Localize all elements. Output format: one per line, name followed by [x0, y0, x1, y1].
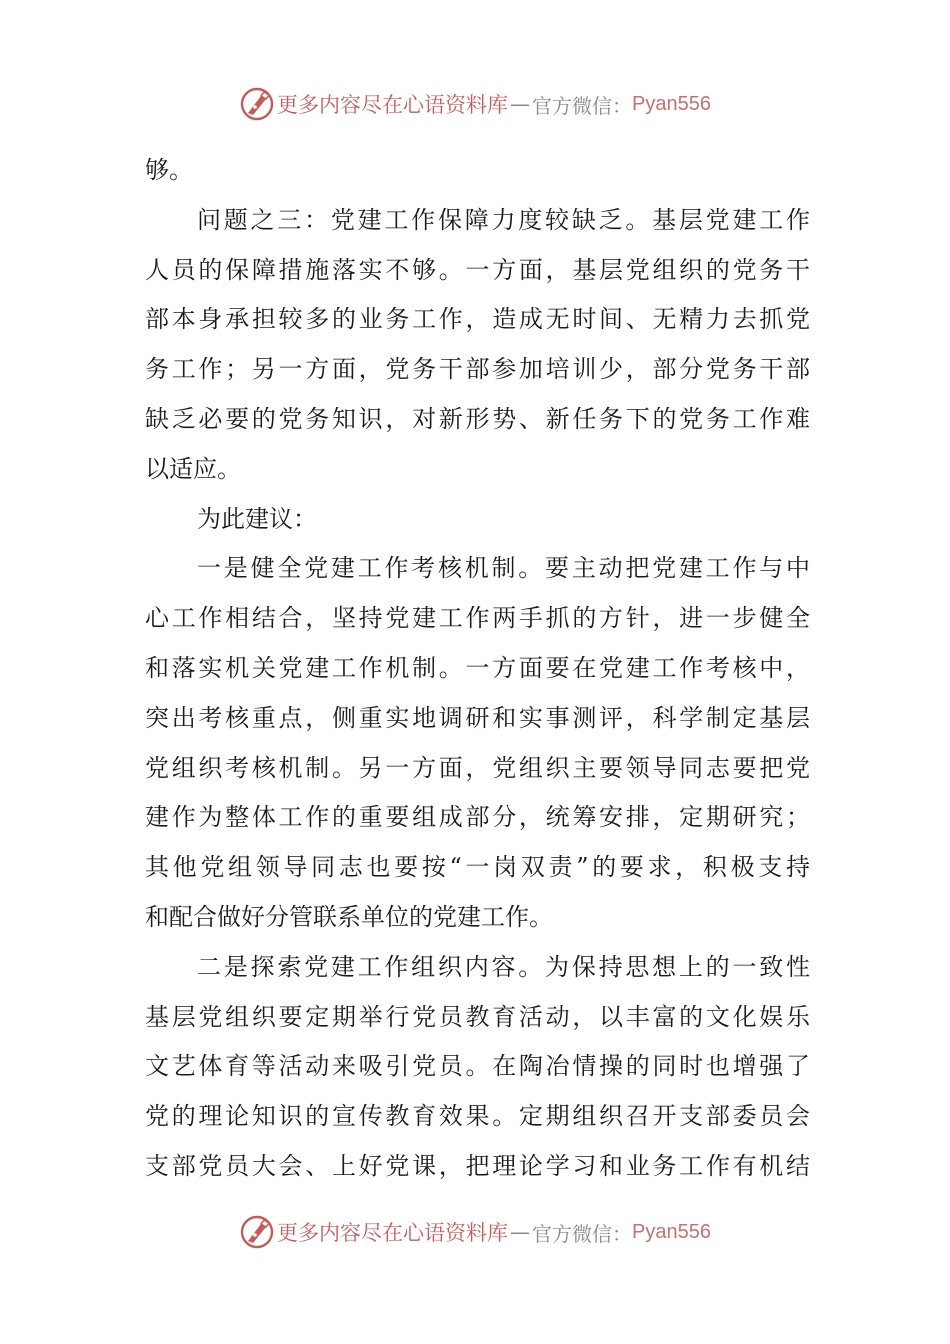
document-body — [145, 146, 810, 1192]
text-line: 党的理论知识的宣传教育效果。定期组织召开支部委员会 — [145, 1102, 810, 1131]
separator-dash: — — [510, 1220, 531, 1244]
text-line: 文艺体育等活动来吸引党员。在陶冶情操的同时也增强了 — [145, 1052, 810, 1081]
pen-nib-logo-icon — [239, 86, 275, 122]
text-line: 基层党组织要定期举行党员教育活动，以丰富的文化娱乐 — [145, 1002, 810, 1031]
text-line: 党组织考核机制。另一方面，党组织主要领导同志要把党 — [145, 753, 810, 782]
separator-dash: — — [510, 92, 531, 116]
site-name: 更多内容尽在心语资料库 — [277, 1221, 509, 1245]
footer-banner — [0, 1212, 950, 1252]
wechat-label: 官方微信： — [532, 1221, 633, 1246]
wechat-label: 官方微信： — [532, 93, 633, 118]
wechat-id: Pyan556 — [632, 1220, 711, 1243]
header-banner — [0, 84, 950, 124]
text-line: 问题之三：党建工作保障力度较缺乏。基层党建工作 — [197, 205, 810, 234]
text-line: 以适应。 — [145, 454, 241, 483]
text-line: 够。 — [145, 156, 193, 184]
text-line: 其他党组领导同志也要按“一岗双责”的要求，积极支持 — [145, 853, 810, 882]
site-name: 更多内容尽在心语资料库 — [277, 93, 509, 117]
text-line: 缺乏必要的党务知识，对新形势、新任务下的党务工作难 — [145, 404, 810, 433]
wechat-id: Pyan556 — [632, 92, 711, 115]
text-line: 部本身承担较多的业务工作，造成无时间、无精力去抓党 — [145, 305, 810, 334]
text-line: 为此建议： — [197, 504, 317, 533]
text-line: 和落实机关党建工作机制。一方面要在党建工作考核中， — [145, 653, 810, 682]
text-line: 和配合做好分管联系单位的党建工作。 — [145, 902, 553, 931]
text-line: 突出考核重点，侧重实地调研和实事测评，科学制定基层 — [145, 703, 810, 732]
text-line: 支部党员大会、上好党课，把理论学习和业务工作有机结 — [145, 1151, 810, 1180]
text-line: 二是探索党建工作组织内容。为保持思想上的一致性 — [197, 952, 810, 981]
text-line: 建作为整体工作的重要组成部分，统筹安排，定期研究； — [145, 803, 810, 832]
pen-nib-logo-icon — [239, 1214, 275, 1250]
text-line: 一是健全党建工作考核机制。要主动把党建工作与中 — [197, 554, 810, 583]
text-line: 务工作；另一方面，党务干部参加培训少，部分党务干部 — [145, 355, 810, 384]
text-line: 心工作相结合，坚持党建工作两手抓的方针，进一步健全 — [145, 604, 810, 633]
text-line: 人员的保障措施落实不够。一方面，基层党组织的党务干 — [145, 255, 810, 284]
